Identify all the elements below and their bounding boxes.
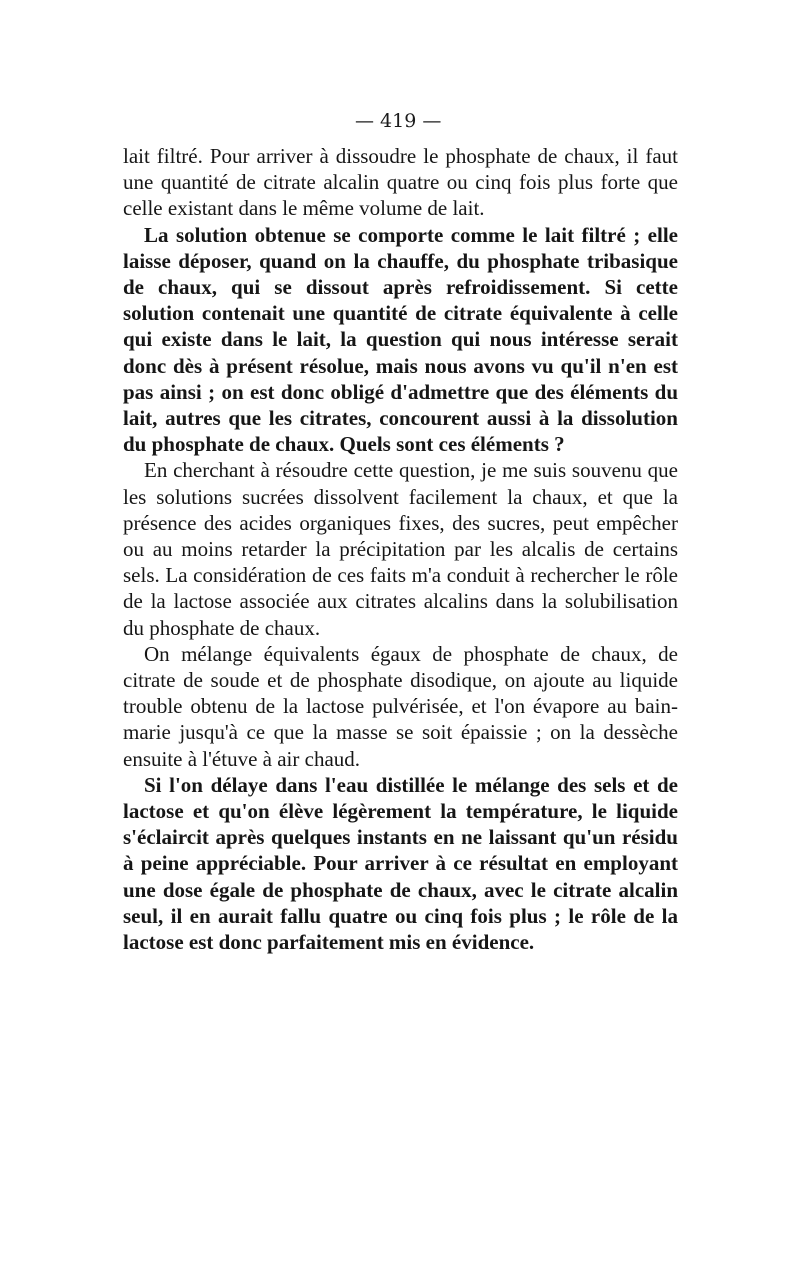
paragraph-4: On mélange équivalents égaux de phosphate de chaux, de citrate de soude et de phosphate disodique, on ajoute au liquide trouble obtenu de la lactose pulvérisée, et l'on évapore au bain-marie jusqu'à ce que la masse se soit épaissie ; on la dessèche ensuite à l'étuve à air chaud. [123,641,678,771]
page-body [123,143,678,955]
paragraph-5: Si l'on délaye dans l'eau distillée le mélange des sels et de lactose et qu'on élève légèrement la température, le liquide s'éclaircit après quelques instants en ne laissant qu'un résidu à peine appréciable. Pour arriver à ce résultat en employant une dose égale de phosphate de chaux, avec le citrate alcalin seul, il en aurait fallu quatre ou cinq fois plus ; le rôle de la lactose est donc parfaitement mis en évidence. [123,772,678,955]
paragraph-3: En cherchant à résoudre cette question, je me suis souvenu que les solutions sucrées dissolvent facilement la chaux, et que la présence des acides organiques fixes, des sucres, peut empêcher ou au moins retarder la précipitation par les alcalis de certains sels. La considération de ces faits m'a conduit à rechercher le rôle de la lactose associée aux citrates alcalins dans la solubilisation du phosphate de chaux. [123,458,678,640]
page-number: — 419 — [355,110,442,132]
paragraph-1: lait filtré. Pour arriver à dissoudre le phosphate de chaux, il faut une quantité de citrate alcalin quatre ou cinq fois plus forte que celle existant dans le même volume de lait. [123,144,678,221]
paragraph-2: La solution obtenue se comporte comme le lait filtré ; elle laisse déposer, quand on la chauffe, du phosphate tribasique de chaux, qui se dissout après refroidissement. Si cette solution contenait une quantité de citrate équivalente à celle qui existe dans le lait, la question qui nous intéresse serait donc dès à présent résolue, mais nous avons vu qu'il n'en est pas ainsi ; on est donc obligé d'admettre que des éléments du lait, autres que les citrates, concourent aussi à la dissolution du phosphate de chaux. Quels sont ces éléments ? [123,222,678,457]
